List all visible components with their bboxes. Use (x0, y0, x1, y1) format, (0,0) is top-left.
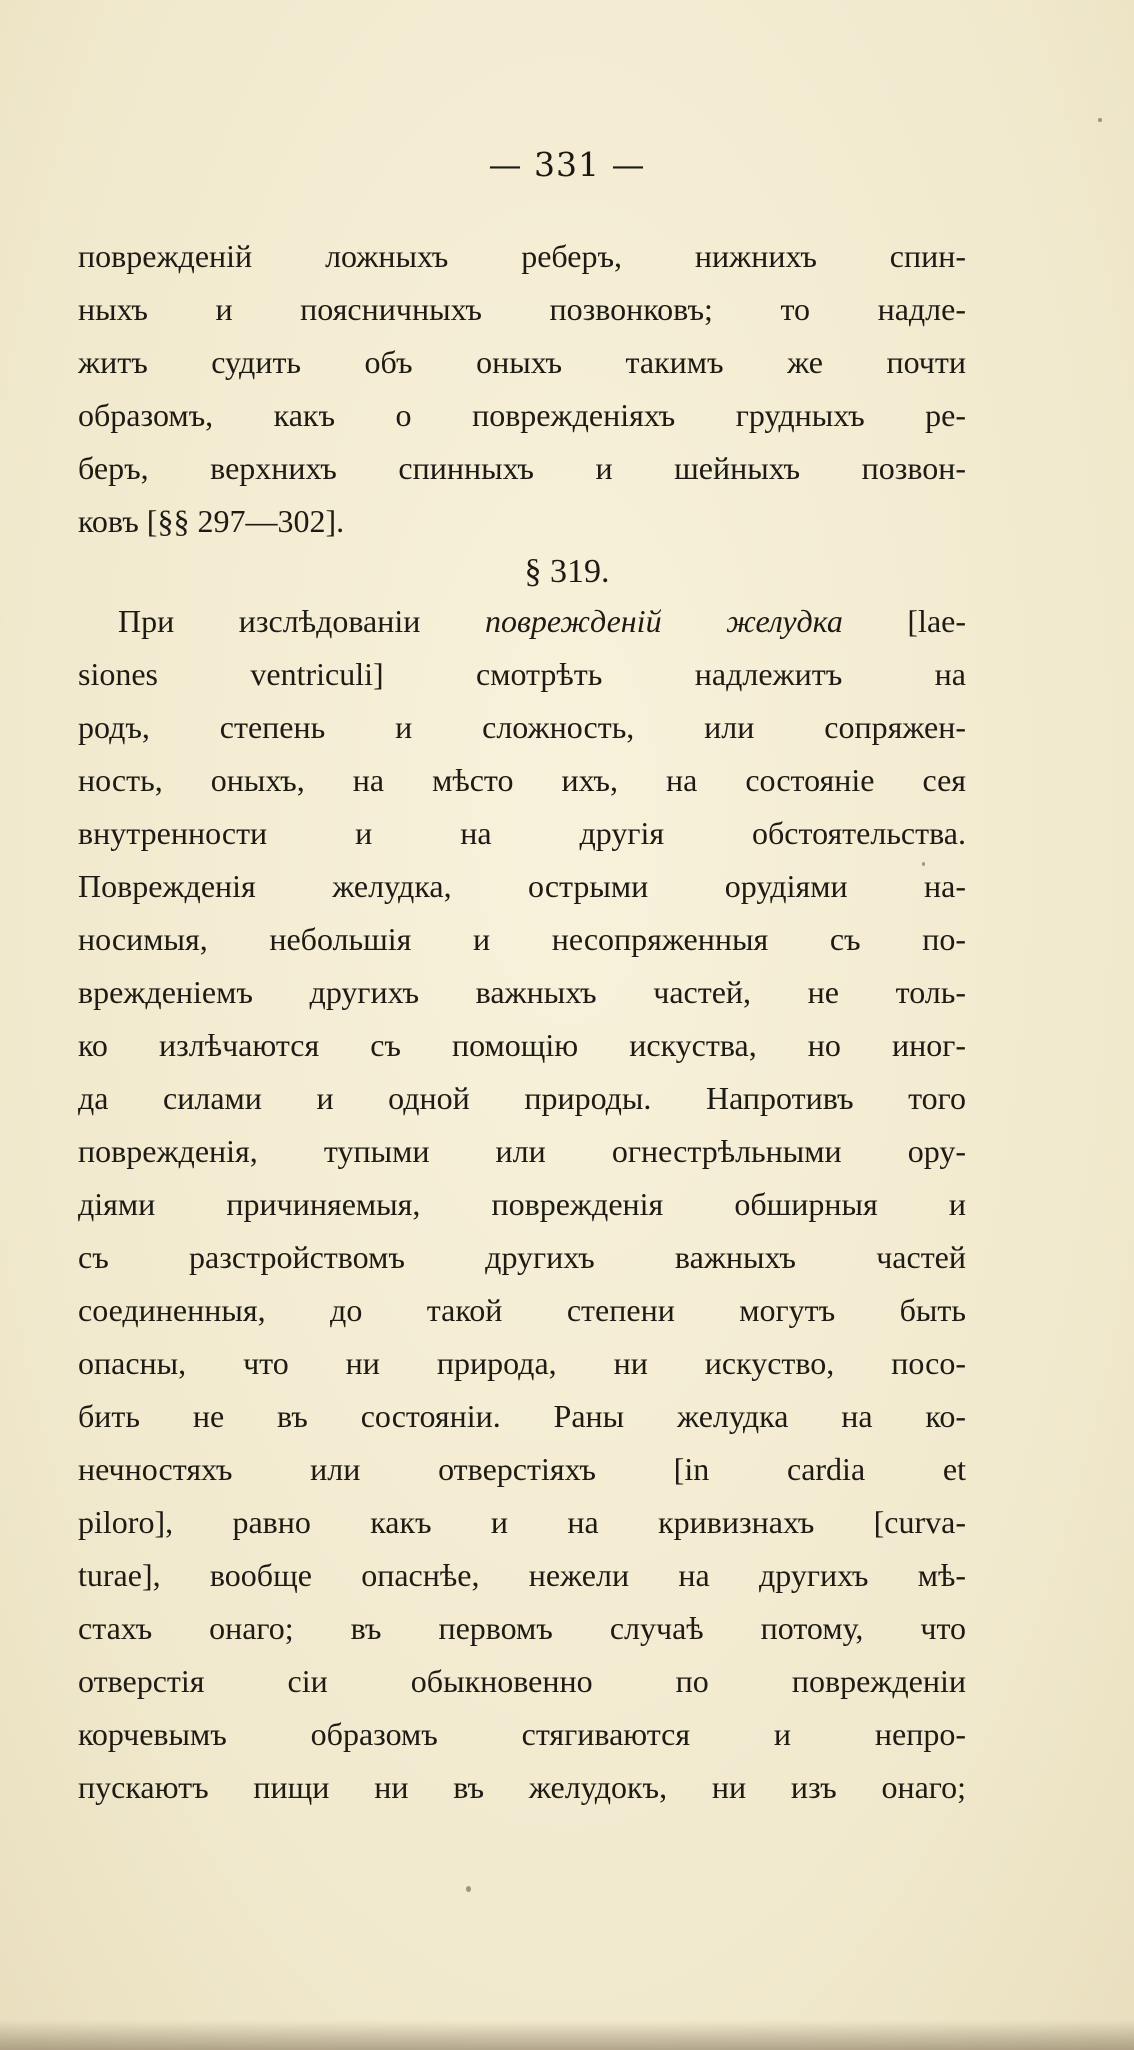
text-line-first (78, 595, 966, 648)
latin-term: [lae- (842, 603, 966, 639)
text-line: turae], вообще опаснѣе, нежели на другихъ мѣ- (78, 1557, 966, 1593)
ink-speck (466, 1886, 471, 1892)
italic-term: поврежденій желудка (484, 603, 843, 639)
text-line: съ разстройствомъ другихъ важныхъ частей (78, 1239, 966, 1275)
paragraph-continuation (78, 230, 966, 548)
text-line: ко излѣчаются съ помощію искуства, но иног- (78, 1027, 966, 1063)
text-line: бить не въ состояніи. Раны желудка на ко- (78, 1398, 966, 1434)
text-line: родъ, степень и сложность, или сопряжен- (78, 709, 966, 745)
paragraph-section-319 (78, 595, 966, 1814)
text-line: отверстія сіи обыкновенно по поврежденіи (78, 1663, 966, 1699)
text-line: житъ судить объ оныхъ такимъ же почти (78, 344, 966, 380)
text-line: нечностяхъ или отверстіяхъ [in cardia et (78, 1451, 966, 1487)
text-line: носимыя, небольшія и несопряженныя съ по- (78, 921, 966, 957)
text-line: соединенныя, до такой степени могутъ быть (78, 1292, 966, 1328)
ink-speck (922, 862, 925, 866)
text-line: беръ, верхнихъ спинныхъ и шейныхъ позвон- (78, 450, 966, 486)
text-line: ныхъ и поясничныхъ позвонковъ; то надле- (78, 291, 966, 327)
text-line: поврежденій ложныхъ реберъ, нижнихъ спин- (78, 238, 966, 274)
section-heading: § 319. (524, 553, 610, 590)
text-line: образомъ, какъ о поврежденіяхъ грудныхъ ре- (78, 397, 966, 433)
text-line: стахъ онаго; въ первомъ случаѣ потому, что (78, 1610, 966, 1646)
text-line: Поврежденія желудка, острыми орудіями на- (78, 868, 966, 904)
lead-text: При изслѣдованіи (118, 603, 485, 639)
text-line: внутренности и на другія обстоятельства. (78, 815, 966, 851)
text-line: siones ventriculi] смотрѣть надлежитъ на (78, 656, 966, 692)
text-line: поврежденія, тупыми или огнестрѣльными ору- (78, 1133, 966, 1169)
text-line: опасны, что ни природа, ни искуство, посо- (78, 1345, 966, 1381)
text-line: да силами и одной природы. Напротивъ того (78, 1080, 966, 1116)
text-line: ковъ [§§ 297—302]. (78, 503, 345, 539)
text-line: piloro], равно какъ и на кривизнахъ [curva- (78, 1504, 966, 1540)
text-line: діями причиняемыя, поврежденія обширныя и (78, 1186, 966, 1222)
text-line: врежденіемъ другихъ важныхъ частей, не толь- (78, 974, 966, 1010)
text-line: корчевымъ образомъ стягиваются и непро- (78, 1716, 966, 1752)
ink-speck (1098, 118, 1102, 122)
text-line: пускаютъ пищи ни въ желудокъ, ни изъ онаго; (78, 1769, 966, 1805)
text-line: ность, оныхъ, на мѣсто ихъ, на состояніе сея (78, 762, 966, 798)
page-number: — 331 — (488, 145, 646, 184)
page-bottom-edge (0, 2020, 1134, 2050)
